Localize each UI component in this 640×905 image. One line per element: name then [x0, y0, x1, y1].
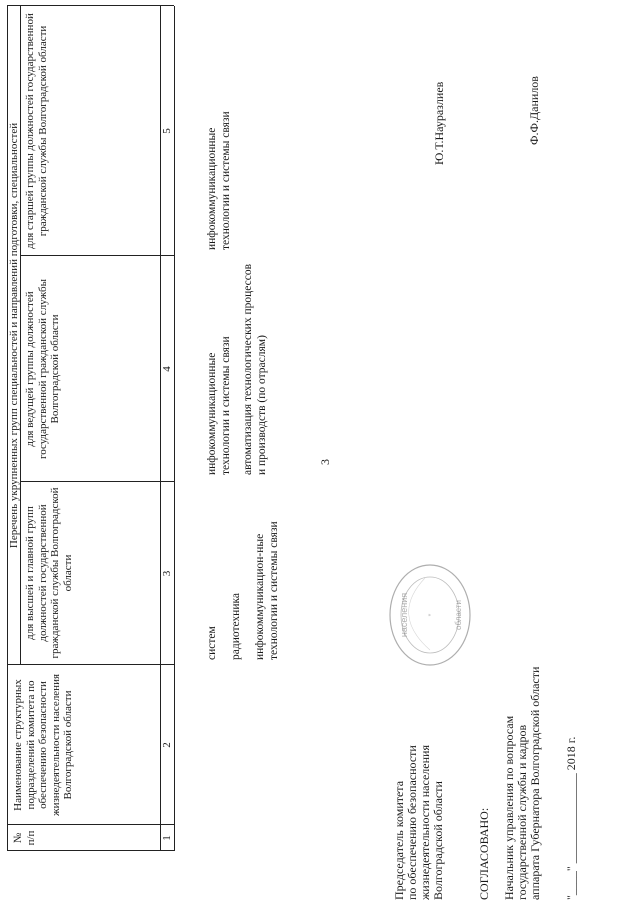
agreed-label: СОГЛАСОВАНО: — [477, 807, 491, 900]
page-number: 3 — [318, 459, 332, 465]
agreed-title-line: государственной службы и кадров — [515, 724, 529, 900]
date-line: "____" _______________ 2018 г. — [564, 736, 578, 900]
chairman-title-line: Волгоградской области — [431, 781, 445, 900]
agreed-title — [503, 580, 542, 900]
chairman-title-line: жизнедеятельности населения — [418, 745, 432, 900]
svg-text:области: области — [454, 600, 463, 630]
svg-text:населения: населения — [399, 592, 409, 638]
column-number-4: 4 — [161, 366, 173, 372]
col4-item: автоматизация технологических процессов и производств (по отраслям) — [242, 263, 268, 475]
col3-item: инфокоммуникацион-ные технологии и системы связи — [254, 521, 280, 660]
chairman-title-line: Председатель комитета — [392, 780, 406, 900]
col3-item: радиотехника — [230, 592, 242, 660]
col3-item: систем — [206, 626, 218, 660]
header-leading-group: для ведущей группы должностей государственной гражданской службы Волгоградской области — [24, 279, 61, 459]
header-group: Перечень укрупненных групп специальностей и направлений подготовки, специальностей — [8, 122, 20, 549]
column-number-2: 2 — [161, 742, 173, 748]
cell-col3 — [205, 480, 281, 660]
header-highest-group: для высшей и главной групп должностей государственной гражданской службы Волгоградской области — [24, 487, 74, 659]
official-stamp — [385, 560, 475, 670]
column-number-5: 5 — [161, 128, 173, 134]
header-senior-group: для старшей группы должностей государственной гражданской службы Волгоградской области — [24, 13, 49, 249]
chairman-title-line: по обеспечению безопасности — [405, 745, 419, 900]
agreed-name: Ф.Ф.Данилов — [527, 76, 541, 145]
chairman-name: Ю.Т.Науразлиев — [432, 81, 446, 165]
cell-col4 — [205, 260, 269, 475]
header-subdivision: Наименование структурных подразделений комитета по обеспечению безопасности жизнедеятельности населения Волгоградской области — [12, 673, 74, 817]
column-number-3: 3 — [161, 570, 173, 577]
chairman-title — [393, 650, 445, 900]
agreed-title-line: Начальник управления по вопросам — [502, 715, 516, 900]
cell-col5 — [205, 10, 233, 250]
column-number-1: 1 — [161, 835, 173, 841]
svg-text:*: * — [428, 613, 435, 617]
agreed-title-line: аппарата Губернатора Волгоградской области — [528, 666, 542, 900]
header-number: № п/п — [12, 830, 37, 846]
col5-item: инфокоммуникационные технологии и системы связи — [206, 111, 232, 250]
col4-item: инфокоммуникационные технологии и системы связи — [206, 336, 232, 475]
